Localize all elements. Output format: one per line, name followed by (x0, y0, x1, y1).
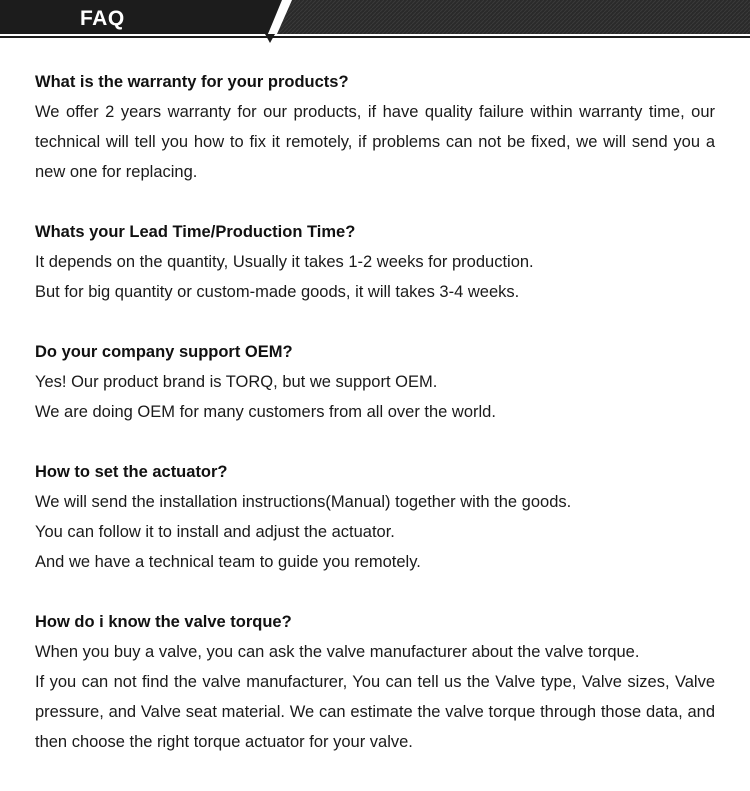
faq-question: Do your company support OEM? (35, 343, 293, 361)
faq-question: How to set the actuator? (35, 463, 228, 481)
faq-list (35, 67, 715, 787)
faq-item (35, 337, 715, 427)
faq-question: What is the warranty for your products? (35, 73, 349, 91)
faq-answer-line: And we have a technical team to guide you remotely. (35, 553, 421, 571)
faq-question: How do i know the valve torque? (35, 613, 292, 631)
faq-item (35, 67, 715, 187)
faq-item (35, 457, 715, 577)
faq-answer: We offer 2 years warranty for our products, if have quality failure within warranty time, our technical will tell you how to fix it remotely, if problems can not be fixed, we will send you a new one for replacing. (35, 103, 715, 181)
faq-answer-line: We are doing OEM for many customers from all over the world. (35, 403, 496, 421)
faq-item (35, 607, 715, 757)
faq-item (35, 217, 715, 307)
faq-answer-line: It depends on the quantity, Usually it takes 1-2 weeks for production. (35, 253, 534, 271)
page-title: FAQ (80, 7, 125, 30)
faq-answer-line: But for big quantity or custom-made goods, it will takes 3-4 weeks. (35, 283, 520, 301)
faq-header-banner (0, 0, 750, 44)
faq-answer-line: We will send the installation instructions(Manual) together with the goods. (35, 493, 572, 511)
faq-answer-line: When you buy a valve, you can ask the valve manufacturer about the valve torque. (35, 643, 640, 661)
faq-answer-line: Yes! Our product brand is TORQ, but we support OEM. (35, 373, 438, 391)
faq-answer-line: You can follow it to install and adjust the actuator. (35, 523, 395, 541)
faq-answer: If you can not find the valve manufacturer, You can tell us the Valve type, Valve sizes, Valve pressure, and Valve seat material. We can estimate the valve torque through those data, and then choose the right torque actuator for your valve. (35, 673, 715, 751)
faq-question: Whats your Lead Time/Production Time? (35, 223, 356, 241)
